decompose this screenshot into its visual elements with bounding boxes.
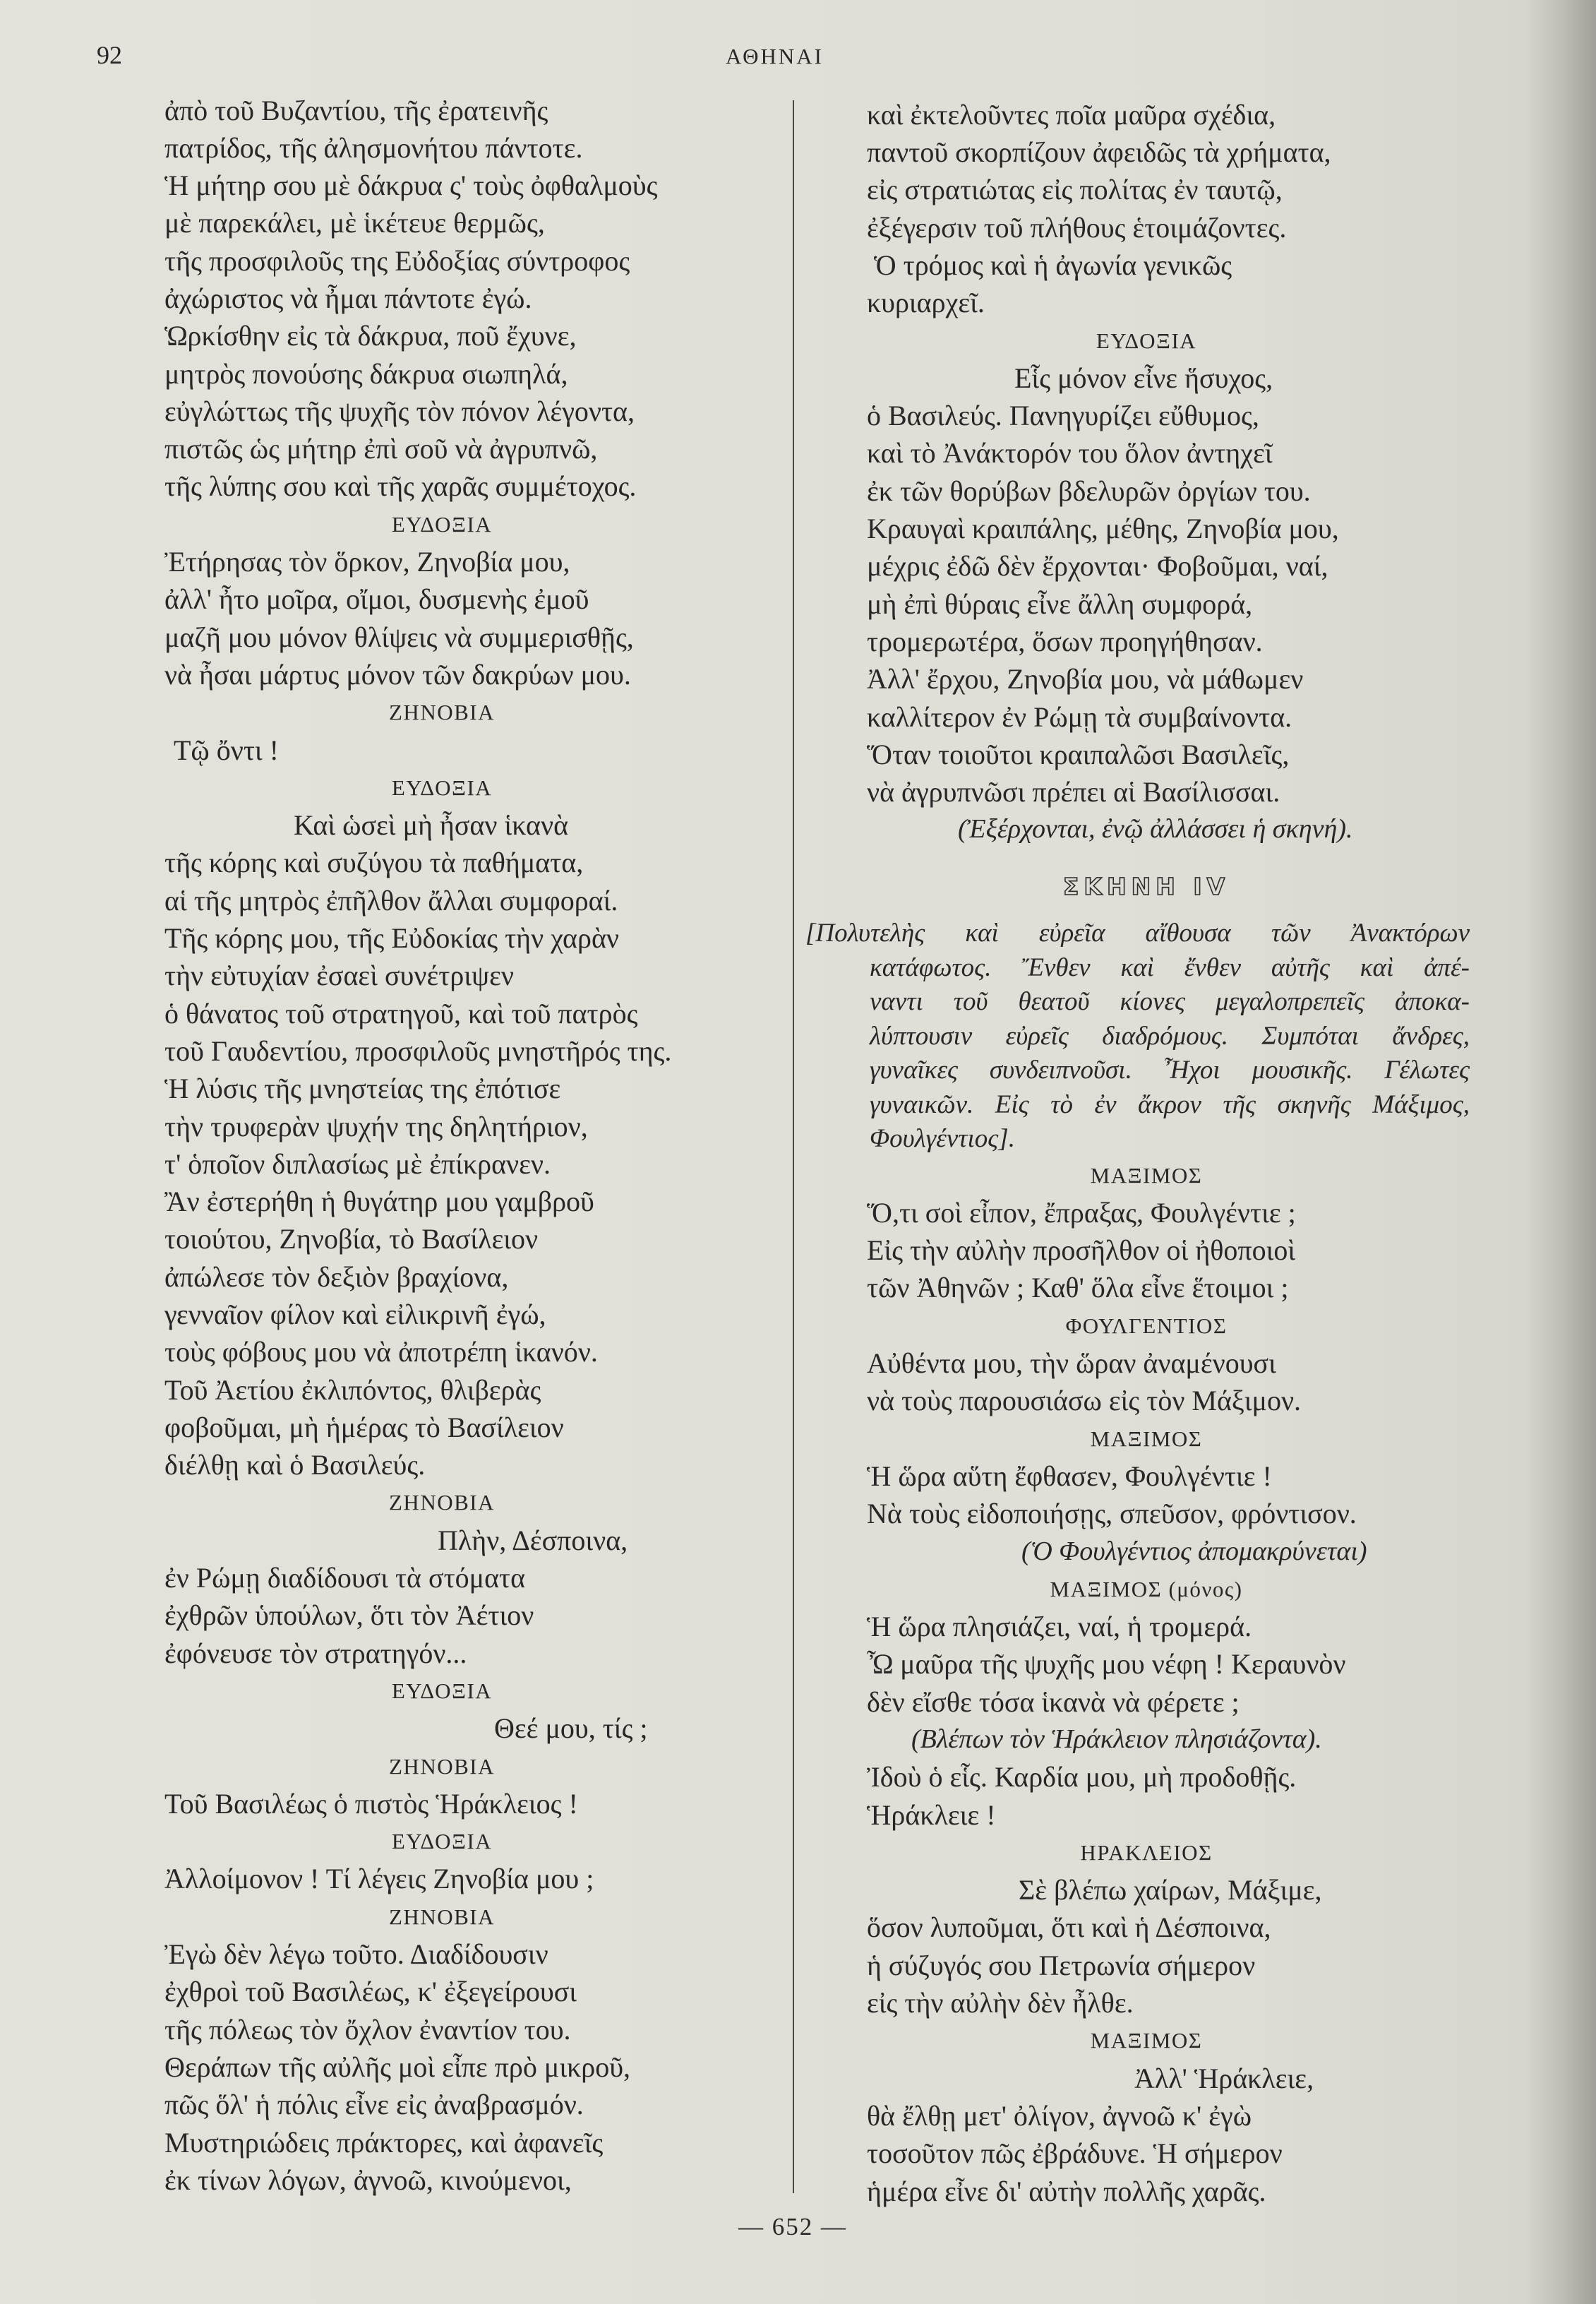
verse-line: Ἡ ὥρα πλησιάζει, ναί, ἡ τρομερά. <box>867 1611 1252 1643</box>
verse-line: ἀπώλεσε τὸν δεξιὸν βραχίονα, <box>164 1260 509 1293</box>
verse-line: τοὺς φόβους μου νὰ ἀποτρέπη ἱκανόν. <box>164 1336 598 1368</box>
verse-line: μητρὸς πονούσης δάκρυα σιωπηλά, <box>164 357 568 390</box>
verse-line: Ἂν ἐστερήθη ἡ θυγάτηρ μου γαμβροῦ <box>164 1186 594 1218</box>
verse-line: νὰ ἦσαι μάρτυς μόνον τῶν δακρύων μου. <box>164 658 631 691</box>
verse-line: καλλίτερον ἐν Ρώμῃ τὰ συμβαίνοντα. <box>867 700 1292 733</box>
speaker-name: ΖΗΝΟΒΙΑ <box>389 1490 495 1515</box>
verse-line: κυριαρχεῖ. <box>867 287 985 319</box>
journal-title: ΑΘΗΝΑΙ <box>726 44 824 68</box>
verse-line: Ὁ τρόμος καὶ ἡ ἀγωνία γενικῶς <box>874 249 1232 281</box>
verse-line: ἀλλ' ἦτο μοῖρα, οἴμοι, δυσμενὴς ἐμοῦ <box>164 583 589 616</box>
verse-line: ἡ σύζυγός σου Πετρωνία σήμερον <box>867 1949 1256 1981</box>
stage-direction: ναντι τοῦ θεατοῦ κίονες μεγαλοπρεπεῖς ἀποκα- <box>870 987 1470 1017</box>
scene-heading: ΣΚΗΝΗ IV <box>1062 872 1230 900</box>
verse-line: γενναῖον φίλον καὶ εἰλικρινῆ ἐγώ, <box>164 1299 546 1330</box>
verse-line: Εἷς μόνον εἶνε ἥσυχος, <box>1014 362 1273 394</box>
verse-line: Ἡράκλειε ! <box>867 1798 996 1831</box>
verse-line: Ἐτήρησας τὸν ὅρκον, Ζηνοβία μου, <box>164 546 570 578</box>
verse-line: Αὐθέντα μου, τὴν ὥραν ἀναμένουσι <box>867 1347 1276 1380</box>
speaker-name: ΜΑΞΙΜΟΣ <box>1090 2028 1203 2053</box>
verse-line: τῆς κόρης καὶ συζύγου τὰ παθήματα, <box>164 847 584 879</box>
verse-line: Ἐγὼ δὲν λέγω τοῦτο. Διαδίδουσιν <box>164 1938 548 1971</box>
verse-line: τὴν τρυφερὰν ψυχήν της δηλητήριον, <box>164 1110 588 1142</box>
verse-line: ἀχώριστος νὰ ἦμαι πάντοτε ἐγώ. <box>164 282 532 314</box>
verse-line: ἐχθροὶ τοῦ Βασιλέως, κ' ἐξεγείρουσι <box>164 1976 577 2008</box>
verse-line: νὰ ἀγρυπνῶσι πρέπει αἱ Βασίλισσαι. <box>867 776 1280 808</box>
verse-line: εἰς τὴν αὐλὴν δὲν ἦλθε. <box>867 1987 1134 2019</box>
verse-line: δὲν εἴσθε τόσα ἱκανὰ νὰ φέρετε ; <box>867 1685 1240 1718</box>
stage-direction-block <box>805 917 1470 1157</box>
verse-line: μαζῆ μου μόνον θλίψεις νὰ συμμερισθῇς, <box>164 621 634 653</box>
speaker-name: ΕΥΔΟΞΙΑ <box>391 511 493 537</box>
verse-line: τῆς προσφιλοῦς της Εὐδοξίας σύντροφος <box>164 244 630 277</box>
verse-line: ὅσον λυποῦμαι, ὅτι καὶ ἡ Δέσποινα, <box>867 1911 1271 1944</box>
speaker-name: ΕΥΔΟΞΙΑ <box>391 1829 493 1854</box>
verse-line: εὐγλώττως τῆς ψυχῆς τὸν πόνον λέγοντα, <box>164 395 635 427</box>
footer-page-number: — 652 — <box>738 2213 847 2240</box>
verse-line: Καὶ ὡσεὶ μὴ ἦσαν ἱκανὰ <box>294 809 569 842</box>
verse-line: Τοῦ Βασιλέως ὁ πιστὸς Ἡράκλειος ! <box>164 1787 578 1820</box>
verse-line: ἐκ τῶν θορύβων βδελυρῶν ὀργίων του. <box>867 474 1311 507</box>
verse-line: τοσοῦτον πῶς ἐβράδυνε. Ἡ σήμερον <box>867 2137 1283 2170</box>
verse-line: ἐξέγερσιν τοῦ πλήθους ἑτοιμάζοντες. <box>867 211 1287 244</box>
verse-line: Ἰδοὺ ὁ εἷς. Καρδία μου, μὴ προδοθῇς. <box>867 1761 1297 1793</box>
verse-line: Ἀλλ' Ἡράκλειε, <box>1134 2062 1314 2094</box>
verse-line: καὶ ἐκτελοῦντες ποῖα μαῦρα σχέδια, <box>867 98 1276 131</box>
stage-direction: (Ὁ Φουλγέντιος ἀπομακρύνεται) <box>1021 1536 1367 1566</box>
speaker-name: ΖΗΝΟΒΙΑ <box>389 700 495 725</box>
verse-line: πιστῶς ὡς μήτηρ ἐπὶ σοῦ νὰ ἀγρυπνῶ, <box>164 433 598 465</box>
stage-direction: γυναῖκες συνδειπνοῦσι. Ἦχοι μουσικῆς. Γέλωτες <box>870 1056 1470 1085</box>
stage-direction: (Βλέπων τὸν Ἡράκλειον πλησιάζοντα). <box>911 1724 1322 1754</box>
verse-line: τῆς λύπης σου καὶ τῆς χαρᾶς συμμέτοχος. <box>164 470 637 503</box>
verse-line: Θεέ μου, τίς ; <box>494 1712 648 1745</box>
verse-line: νὰ τοὺς παρουσιάσω εἰς τὸν Μάξιμον. <box>867 1385 1302 1417</box>
verse-line: Εἰς τὴν αὐλὴν προσῆλθον οἱ ἠθοποιοὶ <box>867 1234 1296 1267</box>
verse-line: αἱ τῆς μητρὸς ἐπῆλθον ἄλλαι συμφοραί. <box>164 884 618 917</box>
verse-line: παντοῦ σκορπίζουν ἀφειδῶς τὰ χρήματα, <box>867 136 1331 169</box>
verse-line: Τῆς κόρης μου, τῆς Εὐδοκίας τὴν χαρὰν <box>164 922 619 955</box>
page-number: 92 <box>97 41 122 69</box>
verse-line: Τοῦ Ἀετίου ἐκλιπόντος, θλιβερὰς <box>164 1373 541 1406</box>
verse-line: καὶ τὸ Ἀνάκτορόν του ὅλον ἀντηχεῖ <box>867 437 1273 470</box>
verse-line: Νὰ τοὺς εἰδοποιήσῃς, σπεῦσον, φρόντισον. <box>867 1498 1357 1530</box>
verse-line: Ὅταν τοιοῦτοι κραιπαλῶσι Βασιλεῖς, <box>867 738 1290 770</box>
speaker-name: ΜΑΞΙΜΟΣ <box>1090 1426 1203 1451</box>
verse-line: πῶς ὅλ' ἡ πόλις εἶνε εἰς ἀναβρασμόν. <box>164 2089 584 2121</box>
verse-line: Μυστηριώδεις πράκτορες, καὶ ἀφανεῖς <box>164 2126 604 2159</box>
verse-line: θὰ ἔλθῃ μετ' ὀλίγον, ἀγνοῶ κ' ἐγὼ <box>867 2099 1252 2132</box>
verse-line: Ὅ,τι σοὶ εἶπον, ἔπραξας, Φουλγέντιε ; <box>867 1196 1296 1229</box>
verse-line: Ἡ λύσις τῆς μνηστείας της ἐπότισε <box>164 1073 561 1105</box>
verse-line: πατρίδος, τῆς ἀλησμονήτου πάντοτε. <box>164 131 583 164</box>
verse-line: φοβοῦμαι, μὴ ἡμέρας τὸ Βασίλειον <box>164 1411 564 1443</box>
verse-line: τῆς πόλεως τὸν ὄχλον ἐναντίον του. <box>164 2013 571 2046</box>
verse-line: τρομερωτέρα, ὅσων προηγήθησαν. <box>867 625 1263 657</box>
verse-line: Τῷ ὄντι ! <box>174 734 280 766</box>
verse-line: Σὲ βλέπω χαίρων, Μάξιμε, <box>1019 1874 1322 1906</box>
speaker-name: ΗΡΑΚΛΕΙΟΣ <box>1080 1839 1213 1865</box>
speaker-name: ΕΥΔΟΞΙΑ <box>1096 328 1197 353</box>
verse-line: Ἡ μήτηρ σου μὲ δάκρυα ς' τοὺς ὀφθαλμοὺς <box>164 169 658 202</box>
verse-line: ἡμέρα εἶνε δι' αὐτὴν πολλῆς χαρᾶς. <box>867 2175 1266 2207</box>
verse-line: μέχρις ἐδῶ δὲν ἔρχονται· Φοβοῦμαι, ναί, <box>867 550 1328 583</box>
verse-line: Κραυγαὶ κραιπάλης, μέθης, Ζηνοβία μου, <box>867 513 1339 545</box>
verse-line: ὁ Βασιλεύς. Πανηγυρίζει εὔθυμος, <box>867 400 1259 432</box>
speaker-name: ΖΗΝΟΒΙΑ <box>389 1753 495 1779</box>
verse-line: μὲ παρεκάλει, μὲ ἱκέτευε θερμῶς, <box>164 207 545 239</box>
right-column <box>805 96 1470 2210</box>
verse-line: ἐφόνευσε τὸν στρατηγόν... <box>164 1637 467 1669</box>
verse-line: Πλὴν, Δέσποινα, <box>438 1524 628 1556</box>
stage-direction: [Πολυτελὴς καὶ εὐρεῖα αἴθουσα τῶν Ἀνακτόρων <box>805 919 1470 948</box>
verse-line: Ὡρκίσθην εἰς τὰ δάκρυα, ποῦ ἔχυνε, <box>164 320 577 352</box>
verse-line: ἐκ τίνων λόγων, ἀγνοῶ, κινούμενοι, <box>164 2163 572 2196</box>
verse-line: τοῦ Γαυδεντίου, προσφιλοῦς μνηστῆρός της. <box>164 1034 672 1067</box>
speaker-name: ΜΑΞΙΜΟΣ (μόνος) <box>1050 1576 1243 1601</box>
stage-direction: λύπτουσιν εὐρεῖς διαδρόμους. Συμπόται ἄνδρες, <box>870 1021 1470 1051</box>
stage-direction: Φουλγέντιος]. <box>870 1124 1015 1154</box>
verse-line: ἐν Ρώμῃ διαδίδουσι τὰ στόματα <box>164 1562 526 1594</box>
verse-line: Θεράπων τῆς αὐλῆς μοὶ εἶπε πρὸ μικροῦ, <box>164 2051 630 2083</box>
verse-line: Ἡ ὥρα αὕτη ἔφθασεν, Φουλγέντιε ! <box>867 1460 1272 1492</box>
verse-line: διέλθῃ καὶ ὁ Βασιλεύς. <box>164 1449 426 1481</box>
verse-line: τὴν εὐτυχίαν ἐσαεὶ συνέτριψεν <box>164 960 514 992</box>
column-divider <box>793 100 794 2193</box>
verse-line: Ὦ μαῦρα τῆς ψυχῆς μου νέφη ! Κεραυνὸν <box>867 1648 1346 1681</box>
verse-line: ὁ θάνατος τοῦ στρατηγοῦ, καὶ τοῦ πατρὸς <box>164 997 638 1029</box>
stage-direction: (Ἐξέρχονται, ἐνῷ ἀλλάσσει ἡ σκηνή). <box>958 814 1353 844</box>
verse-line: τ' ὁποῖον διπλασίως μὲ ἐπίκρανεν. <box>164 1147 551 1180</box>
speaker-name: ΦΟΥΛΓΕΝΤΙΟΣ <box>1065 1313 1228 1338</box>
speaker-name: ΕΥΔΟΞΙΑ <box>391 775 493 800</box>
speaker-name: ΖΗΝΟΒΙΑ <box>389 1904 495 1929</box>
verse-line: Ἀλλ' ἔρχου, Ζηνοβία μου, νὰ μάθωμεν <box>867 663 1304 696</box>
speaker-name: ΜΑΞΙΜΟΣ <box>1090 1162 1203 1188</box>
verse-line: τοιούτου, Ζηνοβία, τὸ Βασίλειον <box>164 1223 539 1255</box>
verse-line: Ἀλλοίμονον ! Τί λέγεις Ζηνοβία μου ; <box>164 1863 594 1895</box>
stage-direction: γυναικῶν. Εἰς τὸ ἐν ἄκρον τῆς σκηνῆς Μάξιμος, <box>870 1090 1470 1119</box>
left-column <box>164 92 719 2199</box>
verse-line: ἀπὸ τοῦ Βυζαντίου, τῆς ἐρατεινῆς <box>164 94 548 126</box>
verse-line: ἐχθρῶν ὑπούλων, ὅτι τὸν Ἀέτιον <box>164 1599 534 1632</box>
verse-line: εἰς στρατιώτας εἰς πολίτας ἐν ταυτῷ, <box>867 174 1283 206</box>
stage-direction: κατάφωτος. Ἔνθεν καὶ ἔνθεν αὐτῆς καὶ ἀπέ- <box>870 953 1470 982</box>
verse-line: μὴ ἐπὶ θύραις εἶνε ἄλλη συμφορά, <box>867 587 1253 620</box>
speaker-name: ΕΥΔΟΞΙΑ <box>391 1678 493 1703</box>
verse-line: τῶν Ἀθηνῶν ; Καθ' ὅλα εἶνε ἕτοιμοι ; <box>867 1272 1289 1304</box>
